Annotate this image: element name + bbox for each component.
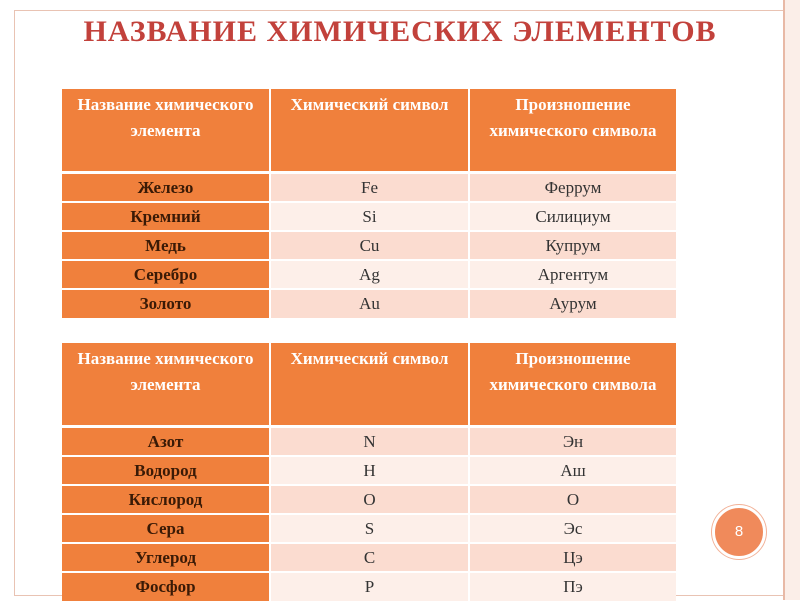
element-name-cell: Серебро	[62, 260, 270, 289]
element-pronunciation-cell: Аргентум	[469, 260, 676, 289]
element-pronunciation-cell: О	[469, 485, 676, 514]
element-pronunciation-cell: Купрум	[469, 231, 676, 260]
element-symbol-cell: Cu	[270, 231, 469, 260]
table-row	[62, 260, 676, 289]
table-header-row	[62, 343, 676, 426]
element-name-cell: Железо	[62, 172, 270, 202]
element-symbol-cell: N	[270, 426, 469, 456]
element-symbol-cell: P	[270, 572, 469, 601]
element-pronunciation-cell: Аурум	[469, 289, 676, 318]
element-pronunciation-cell: Силициум	[469, 202, 676, 231]
elements-table-1	[62, 89, 676, 318]
page-number-badge: 8	[712, 505, 766, 559]
table-row	[62, 572, 676, 601]
column-header-name: Название химического элемента	[62, 89, 270, 172]
element-pronunciation-cell: Эн	[469, 426, 676, 456]
element-name-cell: Углерод	[62, 543, 270, 572]
table-row	[62, 172, 676, 202]
column-header-pronunciation: Произношение химического символа	[469, 89, 676, 172]
table-row	[62, 485, 676, 514]
elements-table-2	[62, 343, 676, 601]
element-symbol-cell: H	[270, 456, 469, 485]
table-row	[62, 456, 676, 485]
element-symbol-cell: Si	[270, 202, 469, 231]
element-symbol-cell: C	[270, 543, 469, 572]
element-pronunciation-cell: Аш	[469, 456, 676, 485]
column-header-symbol: Химический символ	[270, 89, 469, 172]
element-name-cell: Водород	[62, 456, 270, 485]
slide-side-bar	[783, 0, 800, 600]
element-pronunciation-cell: Эс	[469, 514, 676, 543]
element-symbol-cell: Fe	[270, 172, 469, 202]
slide-side-line	[783, 0, 785, 600]
element-name-cell: Кремний	[62, 202, 270, 231]
column-header-name: Название химического элемента	[62, 343, 270, 426]
element-name-cell: Золото	[62, 289, 270, 318]
element-pronunciation-cell: Феррум	[469, 172, 676, 202]
table-row	[62, 202, 676, 231]
element-symbol-cell: Ag	[270, 260, 469, 289]
element-pronunciation-cell: Пэ	[469, 572, 676, 601]
element-name-cell: Фосфор	[62, 572, 270, 601]
table-header-row	[62, 89, 676, 172]
element-name-cell: Азот	[62, 426, 270, 456]
element-name-cell: Сера	[62, 514, 270, 543]
table-row	[62, 543, 676, 572]
element-name-cell: Кислород	[62, 485, 270, 514]
table-row	[62, 231, 676, 260]
table-row	[62, 289, 676, 318]
element-pronunciation-cell: Цэ	[469, 543, 676, 572]
column-header-symbol: Химический символ	[270, 343, 469, 426]
slide-title: НАЗВАНИЕ ХИМИЧЕСКИХ ЭЛЕМЕНТОВ	[83, 15, 717, 48]
column-header-pronunciation: Произношение химического символа	[469, 343, 676, 426]
table-row	[62, 514, 676, 543]
element-symbol-cell: Au	[270, 289, 469, 318]
table-row	[62, 426, 676, 456]
element-symbol-cell: S	[270, 514, 469, 543]
element-name-cell: Медь	[62, 231, 270, 260]
element-symbol-cell: O	[270, 485, 469, 514]
